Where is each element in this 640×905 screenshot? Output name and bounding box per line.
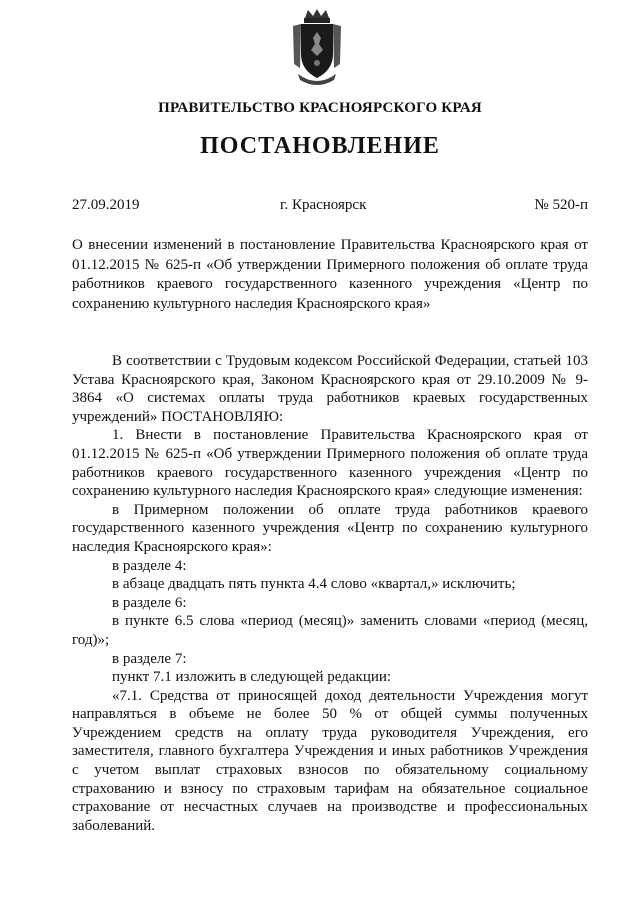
body-paragraph: в разделе 4: bbox=[112, 557, 187, 574]
document-body bbox=[72, 352, 588, 835]
body-paragraph: в разделе 7: bbox=[112, 650, 187, 667]
body-paragraph: 1. Внести в постановление Правительства Красноярского края от 01.12.2015 № 625-п «Об утверждении Примерного положения об оплате труда работников краевого государственного казенного учреждения «Центр по сохранению культурного наследия Красноярского края» следующие изменения: bbox=[72, 427, 588, 500]
document-number: № 520-п bbox=[534, 197, 588, 213]
coat-of-arms-icon bbox=[290, 8, 344, 86]
document-type: ПОСТАНОВЛЕНИЕ bbox=[200, 133, 440, 159]
body-paragraph: В соответствии с Трудовым кодексом Российской Федерации, статьей 103 Устава Красноярского края, Законом Красноярского края от 29.10.2009 № 9-3864 «О системах оплаты труда работников краевых государственных учреждений» ПОСТАНОВЛЯЮ: bbox=[72, 353, 588, 425]
body-paragraph: пункт 7.1 изложить в следующей редакции: bbox=[112, 669, 392, 686]
body-paragraph: «7.1. Средства от приносящей доход деятельности Учреждения могут направляться в объеме не более 50 % от общей суммы полученных Учреждением средств на оплату труда руководителя Учреждения, его заместителя, главного бухгалтера Учреждения и иных работников Учреждения с учетом выплат страховых взносов по обязательному социальному страхованию и взносу по страховым тарифам на обязательное социальное страхование от несчастных случаев на производстве и профессиональных заболеваний. bbox=[72, 687, 588, 834]
government-name: ПРАВИТЕЛЬСТВО КРАСНОЯРСКОГО КРАЯ bbox=[158, 100, 482, 116]
body-paragraph: в абзаце двадцать пять пункта 4.4 слово «квартал,» исключить; bbox=[112, 576, 516, 593]
document-subject: О внесении изменений в постановление Правительства Красноярского края от 01.12.2015 № 625-п «Об утверждении Примерного положения об оплате труда работников краевого государственного казенного учреждения «Центр по сохранению культурного наследия Красноярского края» bbox=[72, 237, 588, 312]
body-paragraph: в разделе 6: bbox=[112, 594, 187, 611]
document-date: 27.09.2019 bbox=[72, 197, 140, 213]
document-city: г. Красноярск bbox=[280, 197, 367, 213]
body-paragraph: в пункте 6.5 слова «период (месяц)» заменить словами «период (месяц, год)»; bbox=[72, 613, 588, 648]
body-paragraph: в Примерном положении об оплате труда работников краевого государственного казенного учреждения «Центр по сохранению культурного наследия Красноярского края»: bbox=[72, 501, 588, 555]
